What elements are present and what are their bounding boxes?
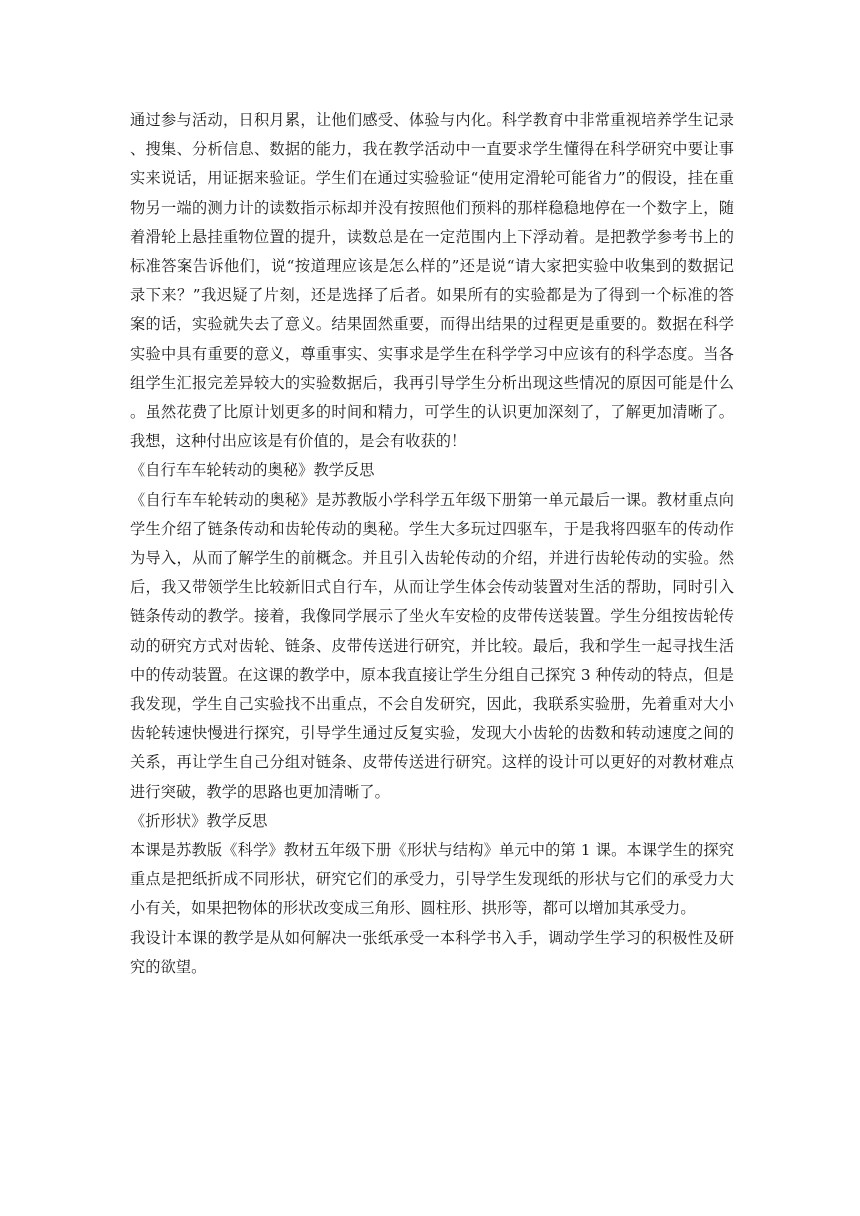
paragraph-bicycle-reflection: 《自行车车轮转动的奥秘》是苏教版小学科学五年级下册第一单元最后一课。教材重点向学生介绍了链条传动和齿轮传动的奥秘。学生大多玩过四驱车，于是我将四驱车的传动作为导入，从而了解学生的前概念。并且引入齿轮传动的介绍，并进行齿轮传动的实验。然后，我又带领学生比较新旧式自行车，从而让学生体会传动装置对生活的帮助，同时引入链条传动的教学。接着，我像同学展示了坐火车安检的皮带传送装置。学生分组按齿轮传动的研究方式对齿轮、链条、皮带传送进行研究，并比较。最后，我和学生一起寻找生活中的传动装置。在这课的教学中，原本我直接让学生分组自己探究 3 种传动的特点，但是我发现，学生自己实验找不出重点，不会自发研究，因此，我联系实验册，先着重对大小齿轮转速快慢进行探究，引导学生通过反复实验，发现大小齿轮的齿数和转动速度之间的关系，再让学生自己分组对链条、皮带传送进行研究。这样的设计可以更好的对教材难点进行突破，教学的思路也更加清晰了。 bbox=[130, 490, 734, 801]
section-heading-folding: 《折形状》教学反思 bbox=[130, 811, 268, 830]
document-page bbox=[130, 106, 734, 982]
section-heading-bicycle: 《自行车车轮转动的奥秘》教学反思 bbox=[130, 461, 375, 480]
paragraph-pulley-reflection: 通过参与活动，日积月累，让他们感受、体验与内化。科学教育中非常重视培养学生记录、搜集、分析信息、数据的能力，我在教学活动中一直要求学生懂得在科学研究中要让事实来说话，用证据来验证。学生们在通过实验验证“使用定滑轮可能省力”的假设，挂在重物另一端的测力计的读数指示标却并没有按照他们预料的那样稳稳地停在一个数字上，随着滑轮上悬挂重物位置的提升，读数总是在一定范围内上下浮动着。是把教学参考书上的标准答案告诉他们，说“按道理应该是怎么样的”还是说“请大家把实验中收集到的数据记录下来？”我迟疑了片刻，还是选择了后者。如果所有的实验都是为了得到一个标准的答案的话，实验就失去了意义。结果固然重要，而得出结果的过程更是重要的。数据在科学实验中具有重要的意义，尊重事实、实事求是学生在科学学习中应该有的科学态度。当各组学生汇报完差异较大的实验数据后，我再引导学生分析出现这些情况的原因可能是什么。虽然花费了比原计划更多的时间和精力，可学生的认识更加深刻了，了解更加清晰了。我想，这种付出应该是有价值的，是会有收获的！ bbox=[130, 111, 734, 451]
paragraph-folding-intro: 本课是苏教版《科学》教材五年级下册《形状与结构》单元中的第 1 课。本课学生的探究重点是把纸折成不同形状，研究它们的承受力，引导学生发现纸的形状与它们的承受力大小有关，如果把物体的形状改变成三角形、圆柱形、拱形等，都可以增加其承受力。 bbox=[130, 841, 734, 918]
paragraph-folding-design: 我设计本课的教学是从如何解决一张纸承受一本科学书入手，调动学生学习的积极性及研究的欲望。 bbox=[130, 928, 734, 976]
